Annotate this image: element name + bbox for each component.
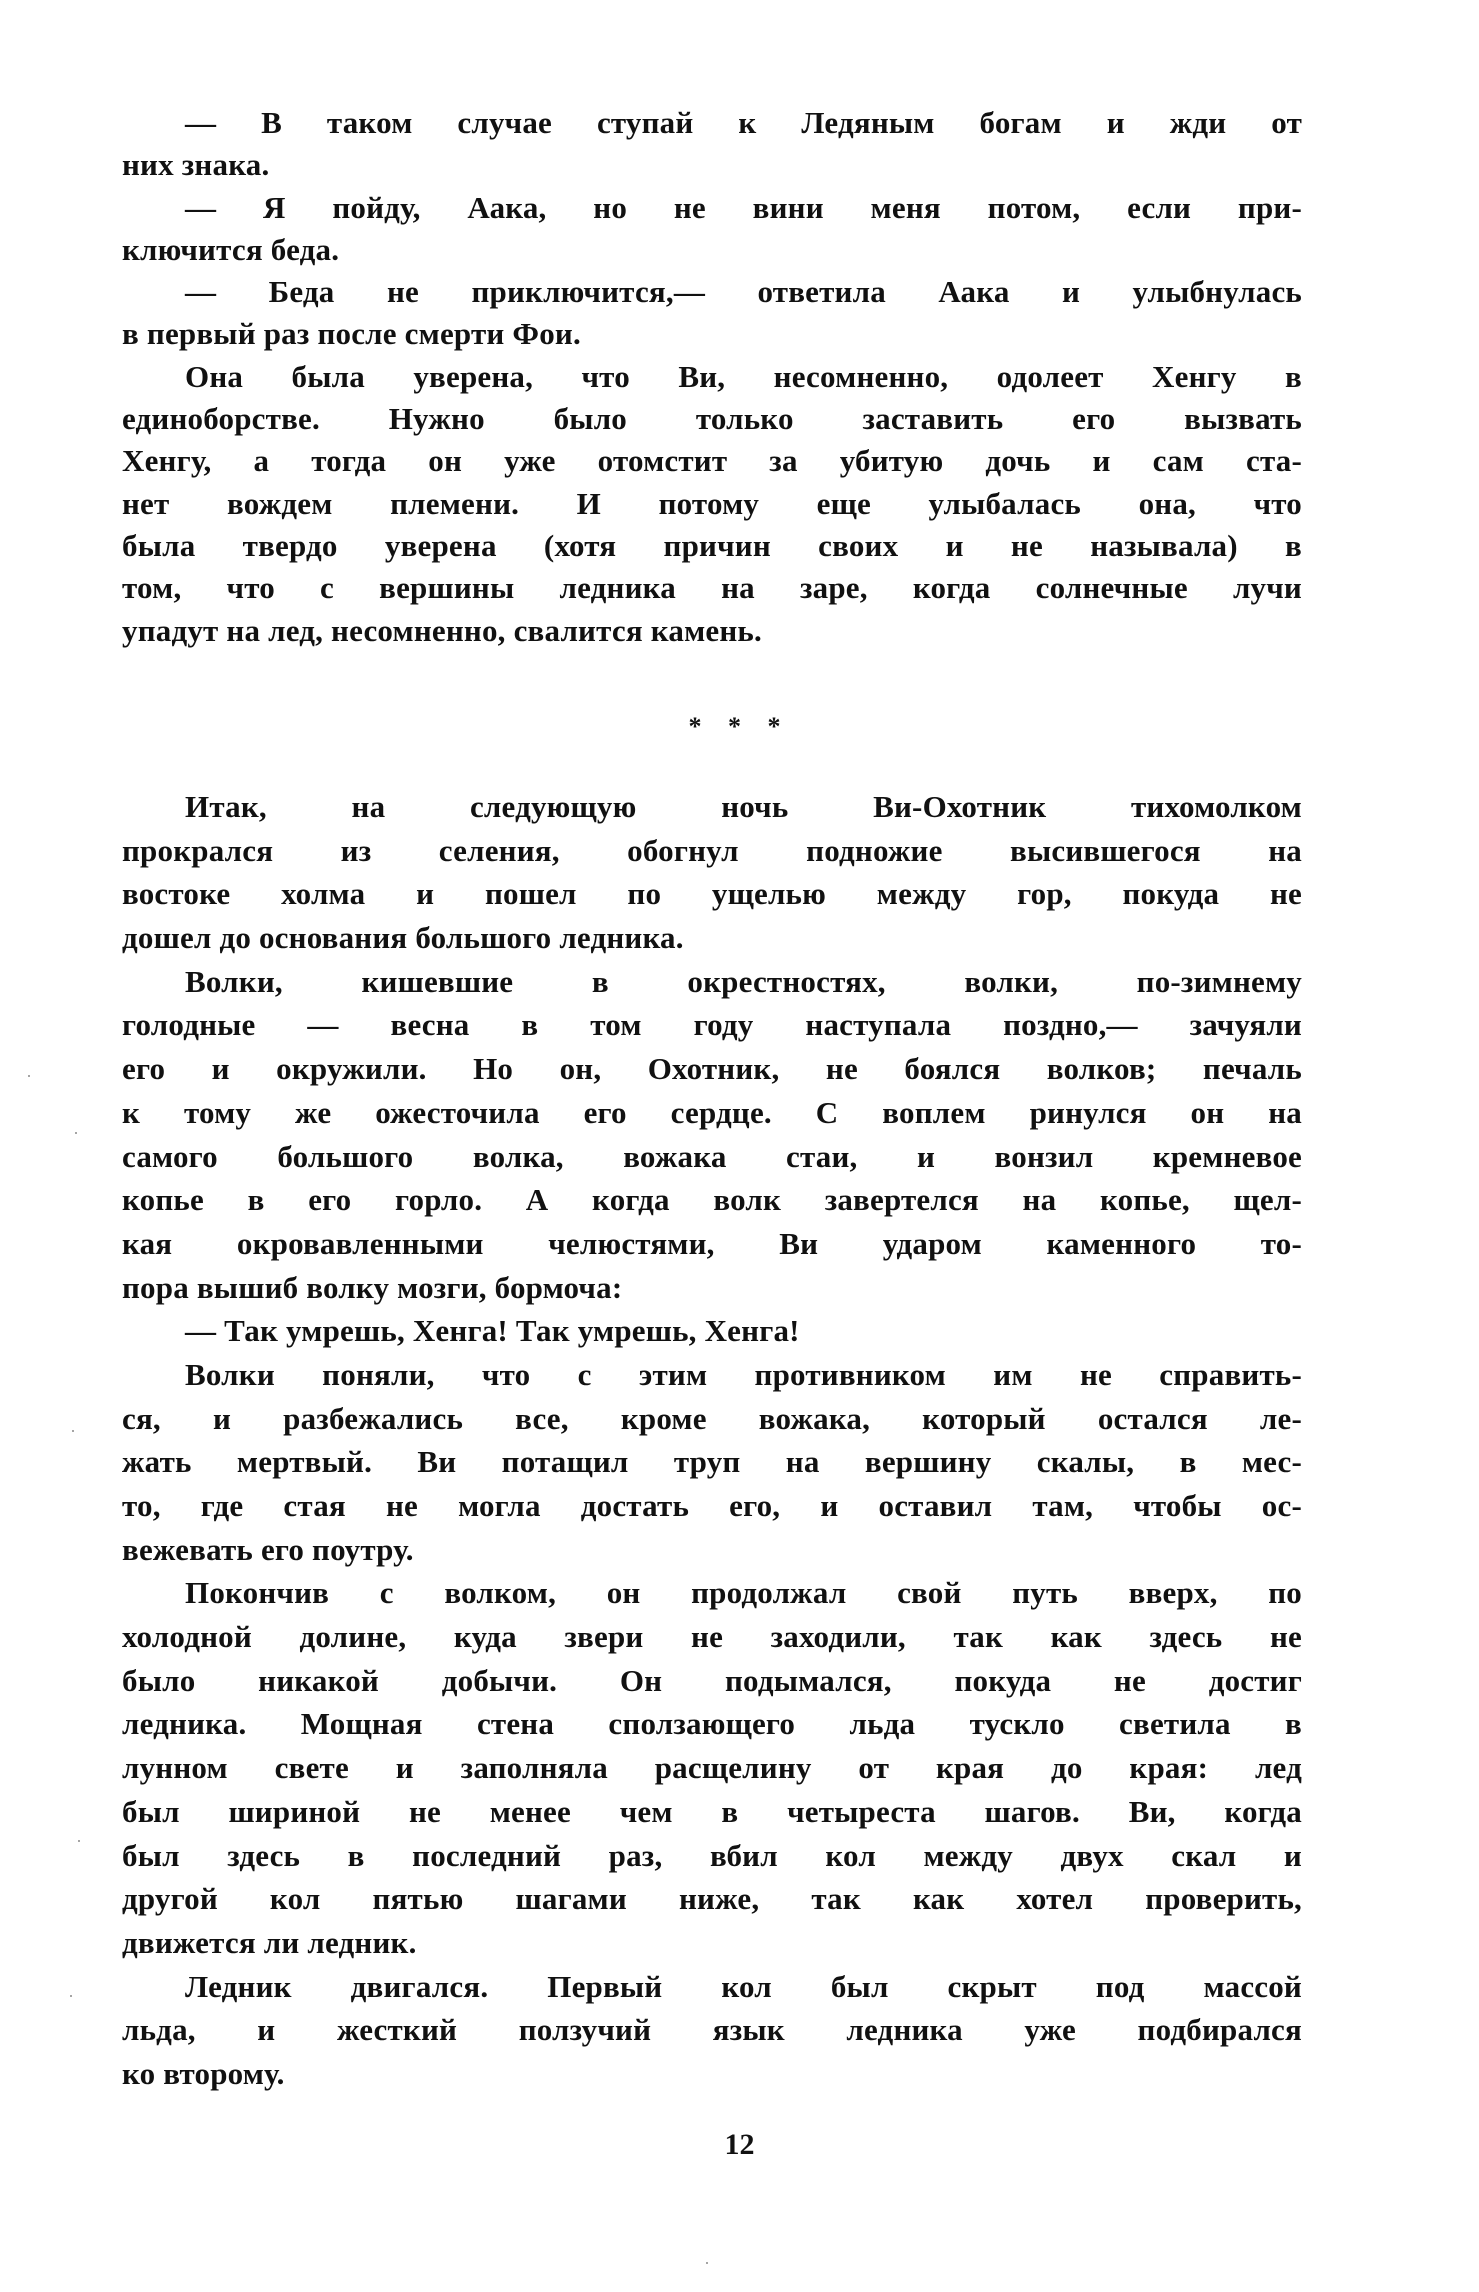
text-line: единоборстве. Нужно было только заставить его вызвать — [122, 401, 1302, 437]
text-line: ключится беда. — [122, 231, 340, 267]
text-line: был шириной не менее чем в четыреста шагов. Ви, когда — [122, 1793, 1302, 1829]
paragraph — [122, 187, 1302, 272]
text-line: его и окружили. Но он, Охотник, не боялся волков; печаль — [122, 1051, 1302, 1087]
text-line: лунном свете и заполняла расщелину от края до края: лед — [122, 1750, 1302, 1786]
paragraph — [122, 102, 1302, 187]
paragraph — [122, 1353, 1302, 1571]
text-line: другой кол пятью шагами ниже, так как хотел проверить, — [122, 1881, 1302, 1917]
text-section-after-break — [122, 785, 1302, 2096]
text-line: — В таком случае ступай к Ледяным богам и жди от — [185, 105, 1302, 140]
paragraph — [122, 785, 1302, 960]
text-line: Итак, на следующую ночь Ви-Охотник тихомолком — [185, 789, 1302, 824]
scan-artifact — [78, 1840, 80, 1842]
scan-artifact — [75, 1132, 77, 1134]
scan-artifact — [706, 2262, 708, 2264]
text-line: кая окровавленными челюстями, Ви ударом каменного то- — [122, 1225, 1302, 1261]
text-line: к тому же ожесточила его сердце. С воплем ринулся он на — [122, 1094, 1302, 1130]
text-line: Ледник двигался. Первый кол был скрыт под массой — [185, 1968, 1302, 2004]
text-line: дошел до основания большого ледника. — [122, 920, 684, 956]
text-line: пора вышиб волку мозги, бормоча: — [122, 1269, 623, 1305]
text-line: упадут на лед, несомненно, свалится камень. — [122, 612, 762, 648]
text-line: том, что с вершины ледника на заре, когда солнечные лучи — [122, 570, 1302, 606]
text-line: ледника. Мощная стена сползающего льда тускло светила в — [122, 1706, 1302, 1742]
paragraph — [122, 271, 1302, 356]
text-line: голодные — весна в том году наступала поздно,— зачуяли — [122, 1007, 1302, 1043]
paragraph — [122, 356, 1302, 652]
paragraph — [122, 1965, 1302, 2096]
text-line: Покончив с волком, он продолжал свой путь вверх, по — [185, 1575, 1302, 1611]
text-line: то, где стая не могла достать его, и оставил там, чтобы ос- — [122, 1488, 1302, 1523]
paragraph — [122, 1571, 1302, 1964]
text-line: ко второму. — [122, 2055, 285, 2091]
paragraph — [122, 1309, 1302, 1353]
text-line: прокрался из селения, обогнул подножие высившегося на — [122, 832, 1302, 868]
text-line: нет вождем племени. И потому еще улыбалась она, что — [122, 485, 1302, 521]
text-line: самого большого волка, вожака стаи, и вонзил кремневое — [122, 1138, 1302, 1174]
scan-artifact — [70, 1995, 72, 1997]
text-line: Хенгу, а тогда он уже отомстит за убитую дочь и сам ста- — [122, 443, 1302, 479]
text-line: них знака. — [122, 147, 270, 183]
paragraph — [122, 960, 1302, 1310]
text-line: вежевать его поутру. — [122, 1531, 414, 1567]
text-line: движется ли ледник. — [122, 1924, 417, 1960]
text-section-before-break — [122, 102, 1302, 652]
text-line: было никакой добычи. Он подымался, покуда не достиг — [122, 1662, 1302, 1698]
text-line: ся, и разбежались все, кроме вожака, который остался ле- — [122, 1400, 1302, 1436]
page-number: 12 — [724, 2128, 755, 2161]
text-line: Волки поняли, что с этим противником им не справить- — [185, 1356, 1302, 1392]
scan-artifact — [72, 1430, 74, 1432]
text-line: Она была уверена, что Ви, несомненно, одолеет Хенгу в — [185, 358, 1302, 394]
text-line: жать мертвый. Ви потащил труп на вершину скалы, в мес- — [122, 1444, 1302, 1480]
text-line: Волки, кишевшие в окрестностях, волки, по-зимнему — [185, 963, 1302, 999]
section-separator: * * * — [688, 712, 791, 741]
text-line: востоке холма и пошел по ущелью между гор, покуда не — [122, 876, 1302, 912]
text-line: холодной долине, куда звери не заходили, так как здесь не — [122, 1619, 1302, 1655]
text-line: была твердо уверена (хотя причин своих и не называла) в — [122, 527, 1302, 563]
text-line: — Беда не приключится,— ответила Аака и улыбнулась — [185, 274, 1302, 310]
text-line: был здесь в последний раз, вбил кол между двух скал и — [122, 1837, 1302, 1873]
text-line: — Я пойду, Аака, но не вини меня потом, если при- — [185, 189, 1302, 225]
text-line: копье в его горло. А когда волк завертелся на копье, щел- — [122, 1182, 1302, 1218]
text-line: льда, и жесткий ползучий язык ледника уже подбирался — [122, 2012, 1302, 2048]
scan-artifact — [28, 1075, 30, 1077]
text-line: в первый раз после смерти Фои. — [122, 316, 581, 352]
text-line: — Так умрешь, Хенга! Так умрешь, Хенга! — [185, 1313, 800, 1349]
